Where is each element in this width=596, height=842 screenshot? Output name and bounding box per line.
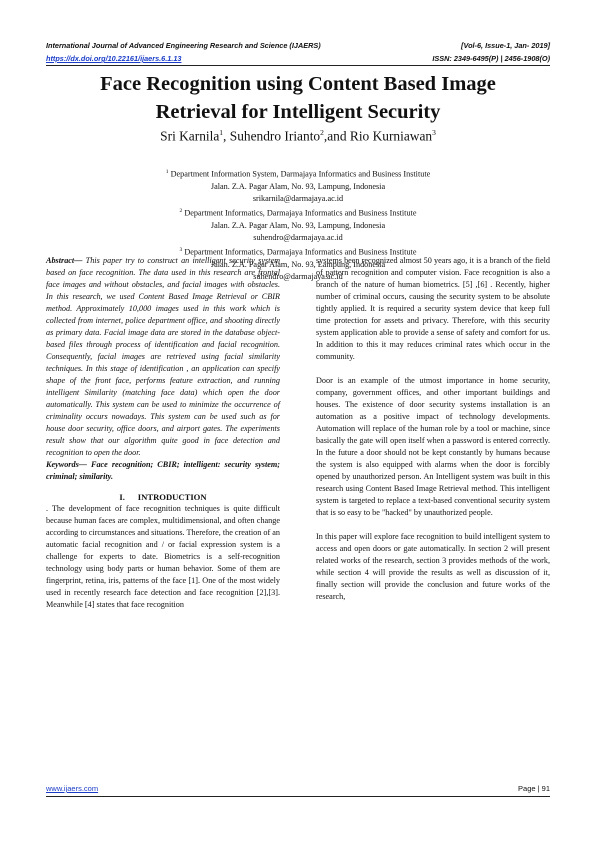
author-1-sup: 1: [219, 128, 224, 137]
volume-info: [Vol-6, Issue-1, Jan- 2019]: [461, 41, 550, 50]
affiliation-2-email: suhendro@darmajaya.ac.id: [253, 232, 343, 242]
footer-site-link[interactable]: www.ijaers.com: [46, 784, 99, 793]
author-2-sup: 2: [320, 128, 324, 137]
header-divider: [46, 65, 550, 66]
affiliation-1-address: Jalan. Z.A. Pagar Alam, No. 93, Lampung, Indonesia: [210, 181, 386, 191]
author-3-sup: 3: [432, 128, 436, 137]
affiliation-2-dept: Department Informatics, Darmajaya Informatics and Business Institute: [182, 208, 417, 218]
right-column: [316, 255, 550, 603]
author-2: , Suhendro Irianto: [223, 128, 321, 144]
page-number: Page | 91: [518, 784, 550, 793]
abstract-text: This paper try to construct an intelligent security system based on face recognition. The data used in this research are frontal face images and without obstacles, and facial images with obstacles. In this research, we used Content Based Image Retrieval or CBIR method. Approximately 10,000 images used in this work which is collected from internet, police department office, and shooting directly as primary data. Facial image data are stored in the database object-based files through process of identification and facial recognition. Consequently, facial images are retrieved using facial similarity techniques. In this stage of identification , an application can specify shape of the front face, performs feature extraction, and running intelligent Similarity (matching face data) which open the door automatically. This system can be used to minimize the occurrence of criminality occurs nowadays. This system can be used such as for house door security, office doors, and airport gates. The experiments result show that our algorithm quite good in face detection and recognition to open the door.: [46, 256, 280, 457]
paper-outline-paragraph: In this paper will explore face recognition to build intelligent system to access and open doors or gate automatically. In section 2 will present related works of the research, section 3 provides methods of the work, while section 4 will provide the results as well as discussion of it, finally section will provide the conclusion and future works of the research,: [316, 532, 550, 601]
keywords-text: Face recognition; CBIR; intelligent: security system; criminal; similarity.: [46, 460, 280, 481]
paper-title-line1: Face Recognition using Content Based Image: [100, 73, 496, 95]
intro-paragraph-continued: systems been recognized almost 50 years ago, it is a branch of the field of pattern recognition and computer vision. Face recognition is also a branch of the nature of human biometrics. [5] ,[6] . Recently, higher number of criminal occurs, causing the security system to be absolute tightly applied. It is required a security system device that keep full time protection for assets and privacy. Therefore, with this security system application able to provide a sense of safety and comfort for us. In addition to this it may reduces criminal rates which occur in the community.: [316, 256, 550, 361]
section-heading-introduction: I. INTRODUCTION: [119, 492, 207, 502]
affiliation-1-sup: 1: [165, 169, 169, 175]
intro-paragraph: . The development of face recognition techniques is quite difficult because human faces are complex, multidimensional, and often change according to circumstances and situations. Therefore, the creation of an automatic facial recognition and / or facial expression system is a challenge for experts to date. Biometrics is a self-recognition technology using body parts or human behavior. Some of them are fingerprint, retina, iris, patterns of the face [1]. One of the most widely used in recently research face detection and face recognition [2],[3]. Meanwhile [4] states that face recognition: [46, 504, 280, 609]
affiliation-1-email: srikarnila@darmajaya.ac.id: [252, 193, 344, 203]
keywords: [46, 459, 280, 483]
affiliation-3-sup: 3: [179, 247, 183, 254]
affiliation-1-dept: Department Information System, Darmajaya Informatics and Business Institute: [168, 169, 431, 179]
affiliation-2-sup: 2: [179, 208, 183, 215]
abstract: [46, 255, 280, 459]
affiliation-3-dept: Department Informatics, Darmajaya Informatics and Business Institute: [182, 247, 417, 257]
paper-title-line2: Retrieval for Intelligent Security: [155, 101, 441, 123]
left-column: [46, 255, 280, 611]
affiliation-2: [100, 205, 496, 244]
affiliation-1: [100, 166, 496, 205]
doi-link[interactable]: https://dx.doi.org/10.22161/ijaers.6.1.13: [46, 54, 182, 63]
author-list: [40, 128, 556, 144]
issn-info: ISSN: 2349-6495(P) | 2456-1908(O): [432, 54, 550, 63]
footer-divider: [46, 796, 550, 797]
affiliation-3-address: Jalan. Z.A. Pagar Alam, No. 93, Lampung, Indonesia: [210, 259, 386, 269]
keywords-label: Keywords—: [46, 460, 87, 469]
journal-name: International Journal of Advanced Engineering Research and Science (IJAERS): [46, 41, 321, 50]
author-3: ,and Rio Kurniawan: [323, 128, 433, 144]
abstract-label: Abstract—: [46, 256, 83, 265]
affiliation-3-email: suhendro@darmajaya.ac.id: [253, 271, 343, 281]
door-security-paragraph: Door is an example of the utmost importance in home security, company, government offices, and other important buildings and houses. The existence of door security systems installation is an automation as a positive impact of technology developments. Automation will replace of the human role by a tool or machine, since basically the gate will open itself when a password is entered correctly. In the future a door should not be kept constantly by humans because the system is also equipped with alarms when the door is forcibly opened by unauthorized person. An Intelligent system was built in this research using Content Based Image Retrieval method. This intelligent system is targeted to replace a text-based conventional security system that is so easy to be "hacked" by unauthorized people.: [316, 376, 550, 517]
author-1: Sri Karnila: [160, 128, 220, 144]
affiliation-2-address: Jalan. Z.A. Pagar Alam, No. 93, Lampung, Indonesia: [210, 220, 386, 230]
